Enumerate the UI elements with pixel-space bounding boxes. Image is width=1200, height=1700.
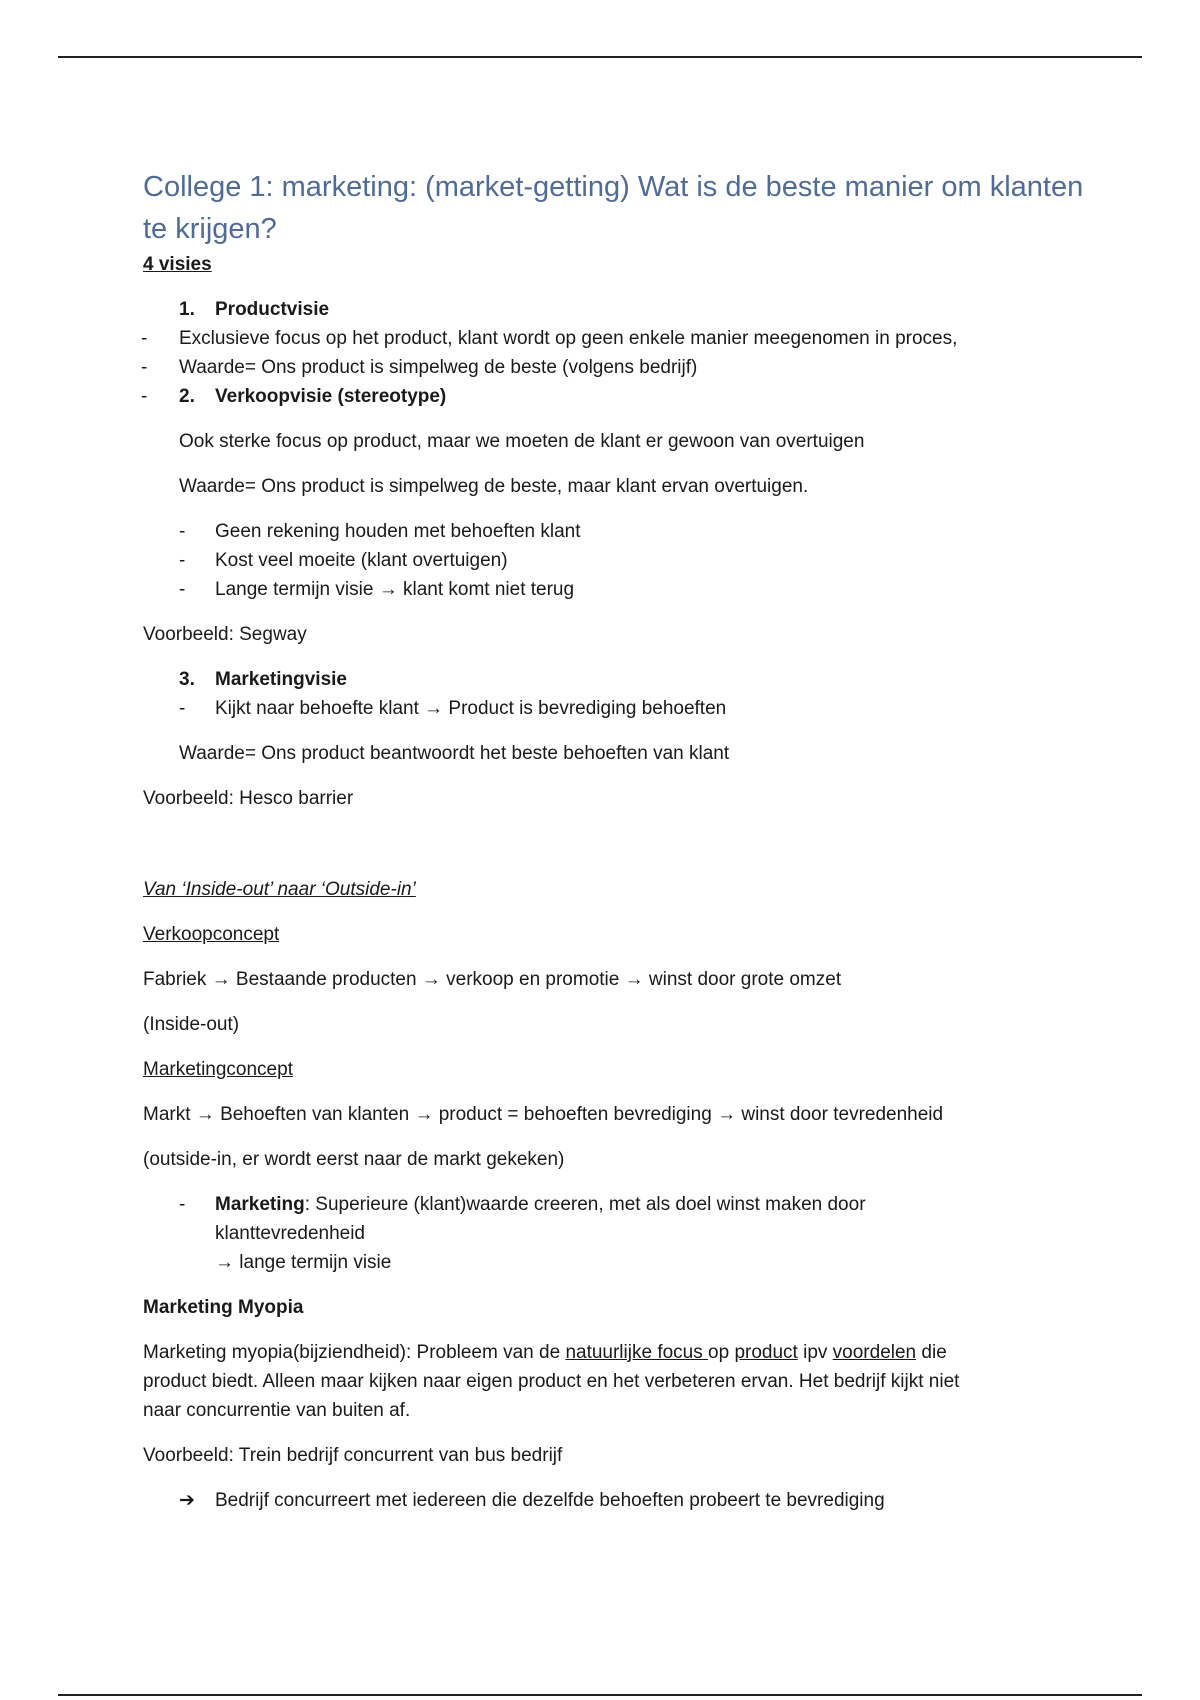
document-body <box>143 166 1103 1515</box>
example-text: Voorbeeld: Segway <box>143 624 307 645</box>
verkoopconcept-heading: Verkoopconcept <box>143 924 280 945</box>
arrow-icon: → <box>211 969 231 990</box>
arrow-icon: → <box>195 1104 215 1125</box>
paragraph: Marketing myopia(bijziendheid): Probleem van de natuurlijke focus op product ipv voordelen die <box>143 1342 947 1363</box>
definition-item: - Marketing: Superieure (klant)waarde creeren, met als doel winst maken door <box>143 1190 1103 1219</box>
dash-bullet: - <box>179 698 186 719</box>
list-item: - Kijkt naar behoefte klant → Product is bevrediging behoeften <box>143 694 1103 723</box>
arrow-icon: → <box>421 969 441 990</box>
arrow-icon: → <box>378 579 398 600</box>
marketingconcept-heading: Marketingconcept <box>143 1059 293 1080</box>
list-item: - Kost veel moeite (klant overtuigen) <box>143 546 1103 575</box>
dash-bullet: - <box>179 550 186 571</box>
list-item: - Lange termijn visie → klant komt niet terug <box>143 575 1103 604</box>
productvisie-heading: 1. Productvisie <box>179 299 330 320</box>
arrow-bullet-icon: ➔ <box>179 1490 195 1511</box>
dash-bullet: - <box>179 1194 186 1215</box>
definition-continuation: klanttevredenheid <box>215 1223 365 1244</box>
example-text: Voorbeeld: Trein bedrijf concurrent van bus bedrijf <box>143 1445 563 1466</box>
paragraph-line: product biedt. Alleen maar kijken naar eigen product en het verbeteren ervan. Het bedrijf kijkt niet <box>143 1371 960 1392</box>
arrow-icon: → <box>414 1104 434 1125</box>
dash-bullet: - <box>141 386 148 407</box>
footer-rule <box>58 1694 1142 1696</box>
marketingvisie-heading: 3. Marketingvisie <box>179 669 347 690</box>
arrow-icon: → <box>215 1252 234 1273</box>
dash-bullet: - <box>179 521 186 542</box>
paragraph: Waarde= Ons product beantwoordt het beste behoeften van klant <box>179 743 730 764</box>
list-item: - Exclusieve focus op het product, klant wordt op geen enkele manier meegenomen in proces, <box>143 324 1103 353</box>
arrow-icon: → <box>424 698 444 719</box>
section-heading: Van ‘Inside-out’ naar ‘Outside-in’ <box>143 879 416 900</box>
list-item: - Waarde= Ons product is simpelweg de beste (volgens bedrijf) <box>143 353 1103 382</box>
marketing-flow: Markt → Behoeften van klanten → product = behoeften bevrediging → winst door tevredenheid <box>143 1104 944 1125</box>
dash-bullet: - <box>141 357 148 378</box>
definition-continuation: → lange termijn visie <box>215 1252 392 1273</box>
verkoopvisie-heading: 2. Verkoopvisie (stereotype) <box>179 386 447 407</box>
header-rule <box>58 56 1142 58</box>
conclusion-item: ➔ Bedrijf concurreert met iedereen die dezelfde behoeften probeert te bevrediging <box>143 1486 1103 1515</box>
arrow-icon: → <box>624 969 644 990</box>
marketing-note: (outside-in, er wordt eerst naar de markt gekeken) <box>143 1149 565 1170</box>
paragraph-line: naar concurrentie van buiten af. <box>143 1400 411 1421</box>
dash-bullet: - <box>179 579 186 600</box>
verkoop-flow: Fabriek → Bestaande producten → verkoop en promotie → winst door grote omzet <box>143 969 842 990</box>
example-text: Voorbeeld: Hesco barrier <box>143 788 354 809</box>
visies-heading: 4 visies <box>143 254 212 275</box>
verkoop-note: (Inside-out) <box>143 1014 240 1035</box>
paragraph: Waarde= Ons product is simpelweg de beste, maar klant ervan overtuigen. <box>179 476 809 497</box>
paragraph: Ook sterke focus op product, maar we moeten de klant er gewoon van overtuigen <box>179 431 865 452</box>
arrow-icon: → <box>717 1104 737 1125</box>
dash-bullet: - <box>141 328 148 349</box>
document-title: College 1: marketing: (market-getting) Wat is de beste manier om klanten te krijgen? <box>143 171 1084 245</box>
list-item: - Geen rekening houden met behoeften klant <box>143 517 1103 546</box>
myopia-heading: Marketing Myopia <box>143 1297 304 1318</box>
